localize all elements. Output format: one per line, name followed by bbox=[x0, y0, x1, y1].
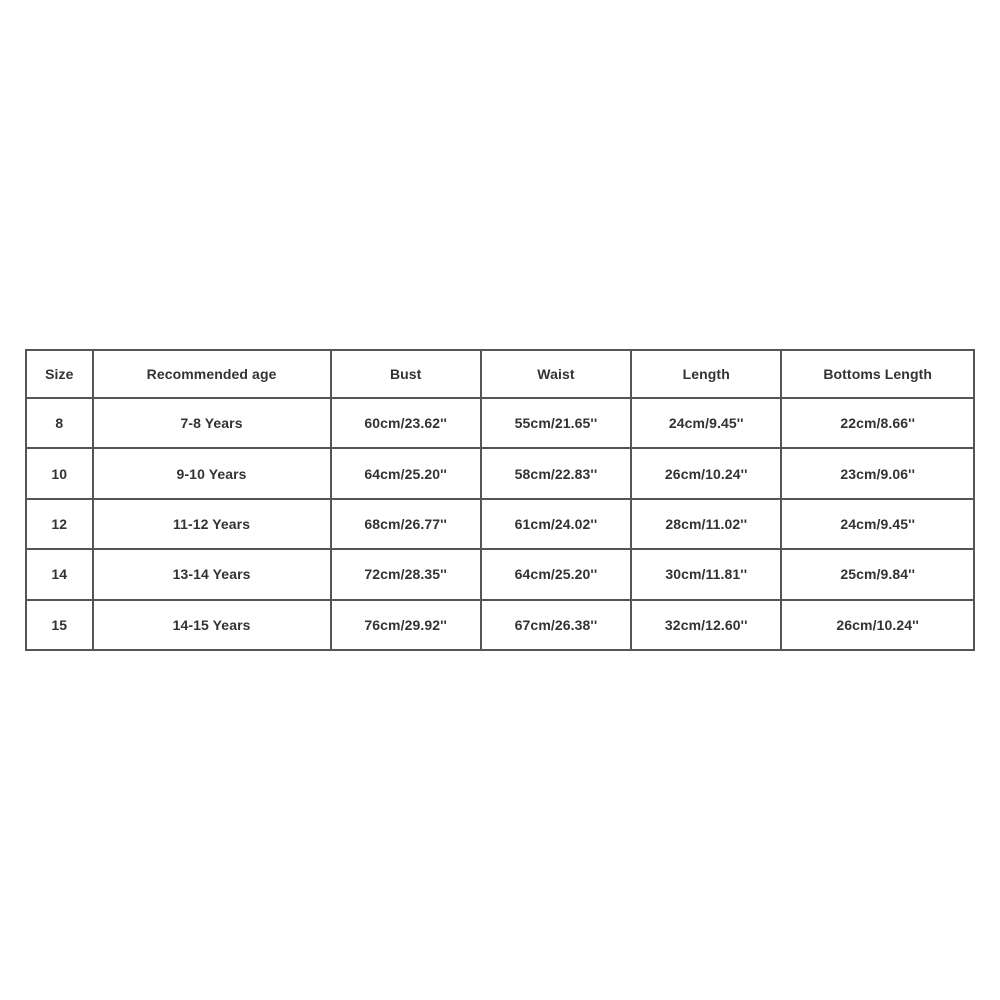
cell-length: 32cm/12.60'' bbox=[632, 601, 780, 649]
cell-waist: 64cm/25.20'' bbox=[482, 550, 630, 598]
cell-length: 26cm/10.24'' bbox=[632, 449, 780, 497]
cell-waist: 55cm/21.65'' bbox=[482, 399, 630, 447]
cell-age: 9-10 Years bbox=[94, 449, 330, 497]
header-waist: Waist bbox=[482, 351, 630, 397]
header-length: Length bbox=[632, 351, 780, 397]
table-row bbox=[27, 500, 973, 548]
cell-bust: 68cm/26.77'' bbox=[332, 500, 480, 548]
cell-length: 30cm/11.81'' bbox=[632, 550, 780, 598]
cell-bust: 64cm/25.20'' bbox=[332, 449, 480, 497]
header-size: Size bbox=[27, 351, 92, 397]
cell-size: 8 bbox=[27, 399, 92, 447]
size-chart-table bbox=[25, 349, 975, 651]
cell-bottoms-length: 22cm/8.66'' bbox=[782, 399, 973, 447]
table-row bbox=[27, 601, 973, 649]
table-row bbox=[27, 550, 973, 598]
cell-bottoms-length: 25cm/9.84'' bbox=[782, 550, 973, 598]
cell-waist: 61cm/24.02'' bbox=[482, 500, 630, 548]
cell-bottoms-length: 23cm/9.06'' bbox=[782, 449, 973, 497]
cell-bust: 72cm/28.35'' bbox=[332, 550, 480, 598]
table-row bbox=[27, 399, 973, 447]
cell-bottoms-length: 24cm/9.45'' bbox=[782, 500, 973, 548]
cell-length: 28cm/11.02'' bbox=[632, 500, 780, 548]
cell-age: 13-14 Years bbox=[94, 550, 330, 598]
table-row bbox=[27, 449, 973, 497]
cell-bust: 76cm/29.92'' bbox=[332, 601, 480, 649]
header-recommended-age: Recommended age bbox=[94, 351, 330, 397]
cell-size: 10 bbox=[27, 449, 92, 497]
cell-waist: 67cm/26.38'' bbox=[482, 601, 630, 649]
cell-age: 11-12 Years bbox=[94, 500, 330, 548]
cell-size: 14 bbox=[27, 550, 92, 598]
header-bust: Bust bbox=[332, 351, 480, 397]
cell-bust: 60cm/23.62'' bbox=[332, 399, 480, 447]
header-bottoms-length: Bottoms Length bbox=[782, 351, 973, 397]
cell-age: 7-8 Years bbox=[94, 399, 330, 447]
cell-size: 15 bbox=[27, 601, 92, 649]
cell-waist: 58cm/22.83'' bbox=[482, 449, 630, 497]
table-header-row bbox=[27, 351, 973, 397]
cell-bottoms-length: 26cm/10.24'' bbox=[782, 601, 973, 649]
cell-length: 24cm/9.45'' bbox=[632, 399, 780, 447]
cell-age: 14-15 Years bbox=[94, 601, 330, 649]
cell-size: 12 bbox=[27, 500, 92, 548]
